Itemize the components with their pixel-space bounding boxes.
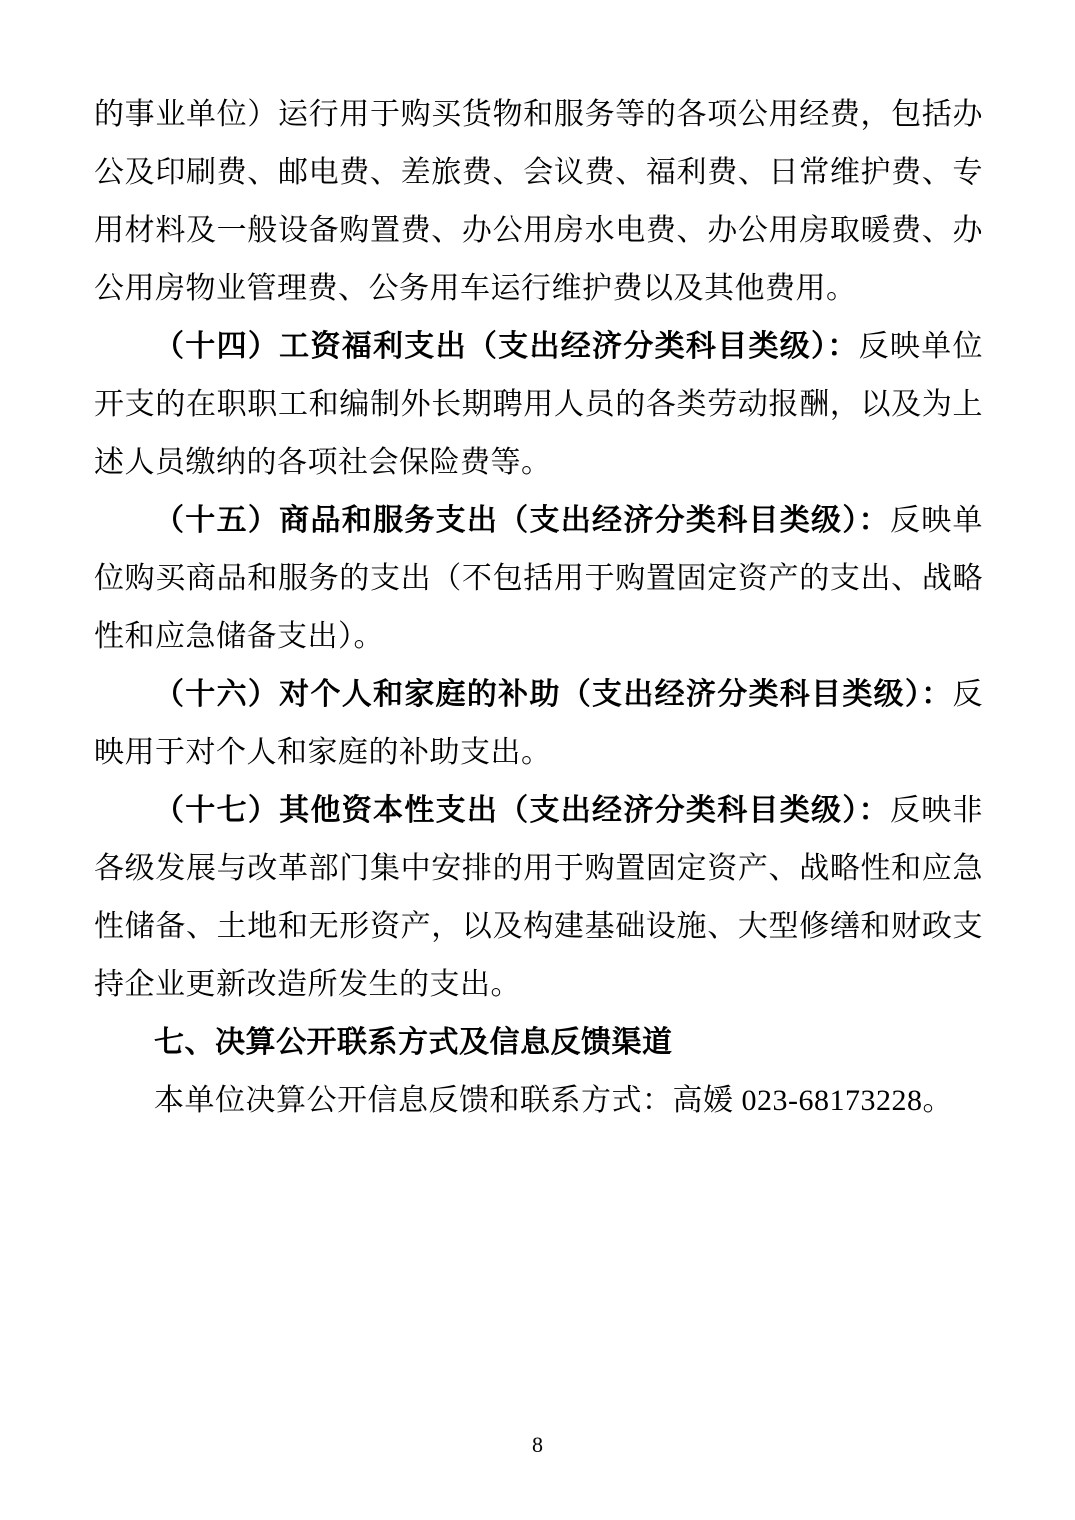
paragraph-15-term: （十五）商品和服务支出（支出经济分类科目类级）： bbox=[154, 504, 890, 537]
paragraph-16 bbox=[94, 666, 983, 782]
paragraph-14 bbox=[94, 318, 983, 492]
paragraph-15 bbox=[94, 492, 983, 666]
paragraph-15-definition: 反映单位购买商品和服务的支出（不包括用于购置固定资产的支出、战略性和应急储备支出）。 bbox=[94, 504, 984, 653]
paragraph-17 bbox=[94, 782, 983, 1014]
paragraph-17-term: （十七）其他资本性支出（支出经济分类科目类级）： bbox=[154, 794, 890, 827]
page-footer bbox=[0, 1430, 1075, 1460]
paragraph-public-funds-continuation: 的事业单位）运行用于购买货物和服务等的各项公用经费，包括办公及印刷费、邮电费、差旅费、会议费、福利费、日常维护费、专用材料及一般设备购置费、办公用房水电费、办公用房取暖费、办公用房物业管理费、公务用车运行维护费以及其他费用。 bbox=[94, 98, 983, 305]
paragraph-14-definition: 反映单位开支的在职职工和编制外长期聘用人员的各类劳动报酬，以及为上述人员缴纳的各项社会保险费等。 bbox=[94, 330, 984, 479]
paragraph-17-definition: 反映非各级发展与改革部门集中安排的用于购置固定资产、战略性和应急性储备、土地和无形资产，以及构建基础设施、大型修缮和财政支持企业更新改造所发生的支出。 bbox=[94, 794, 984, 1001]
paragraph-16-term: （十六）对个人和家庭的补助（支出经济分类科目类级）： bbox=[154, 678, 953, 711]
page-number: 8 bbox=[532, 1432, 543, 1457]
paragraph-14-term: （十四）工资福利支出（支出经济分类科目类级）： bbox=[154, 330, 859, 363]
section-7-heading: 七、决算公开联系方式及信息反馈渠道 bbox=[154, 1026, 673, 1059]
paragraph-16-definition: 反映用于对个人和家庭的补助支出。 bbox=[94, 678, 983, 769]
paragraph-contact: 本单位决算公开信息反馈和联系方式：高媛 023-68173228。 bbox=[154, 1084, 953, 1117]
